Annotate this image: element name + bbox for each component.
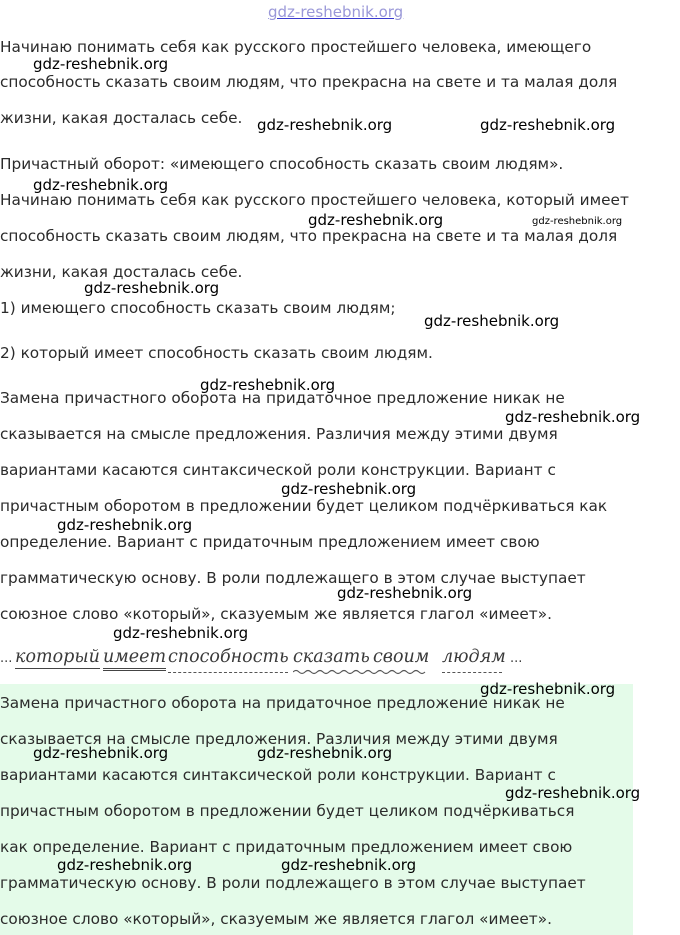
dashed-underline	[442, 672, 502, 673]
watermark: gdz-reshebnik.org	[532, 216, 623, 227]
wavy-underline	[293, 669, 428, 675]
watermark: gdz-reshebnik.org	[257, 744, 393, 762]
watermark: gdz-reshebnik.org	[480, 116, 616, 134]
text-line: причастным оборотом в предложении будет целиком подчёркиваться как	[0, 497, 608, 515]
analysis-word-object-2: людям	[442, 647, 506, 667]
dashed-underline	[168, 672, 288, 673]
text-line: жизни, какая досталась себе.	[0, 109, 243, 127]
text-line: грамматическую основу. В роли подлежащего в этом случае выступает	[0, 874, 586, 892]
text-line: Начинаю понимать себя как русского простейшего человека, который имеет	[0, 191, 629, 209]
syntax-analysis-line	[0, 645, 560, 675]
watermark: gdz-reshebnik.org	[281, 856, 417, 874]
text-line: способность сказать своим людям, что прекрасна на свете и та малая доля	[0, 73, 618, 91]
text-line: сказывается на смысле предложения. Различия между этими двумя	[0, 730, 558, 748]
analysis-word-object: способность	[168, 647, 289, 667]
text-line: сказывается на смысле предложения. Различия между этими двумя	[0, 425, 558, 443]
text-line: вариантами касаются синтаксической роли конструкции. Вариант с	[0, 461, 556, 479]
watermark-link[interactable]: gdz-reshebnik.org	[268, 3, 404, 21]
text-line: как определение. Вариант с придаточным предложением имеет свою	[0, 838, 573, 856]
analysis-word-subject: который	[15, 647, 100, 667]
analysis-word-infinitive: сказать	[293, 647, 370, 667]
watermark: gdz-reshebnik.org	[33, 176, 169, 194]
watermark: gdz-reshebnik.org	[33, 55, 169, 73]
watermark: gdz-reshebnik.org	[57, 516, 193, 534]
list-item: 2) который имеет способность сказать своим людям.	[0, 344, 433, 362]
analysis-word-attribute: своим	[373, 647, 430, 667]
analysis-dots: ...	[0, 651, 13, 666]
text-line: причастным оборотом в предложении будет целиком подчёркиваться	[0, 802, 575, 820]
list-item: 1) имеющего способность сказать своим людям;	[0, 299, 396, 317]
analysis-dots: ...	[510, 651, 523, 666]
text-line: союзное слово «который», сказуемым же является глагол «имеет».	[0, 910, 552, 928]
watermark: gdz-reshebnik.org	[505, 784, 641, 802]
watermark: gdz-reshebnik.org	[308, 211, 444, 229]
watermark: gdz-reshebnik.org	[424, 312, 560, 330]
watermark: gdz-reshebnik.org	[480, 680, 616, 698]
text-line: вариантами касаются синтаксической роли конструкции. Вариант с	[0, 766, 556, 784]
text-line: способность сказать своим людям, что прекрасна на свете и та малая доля	[0, 227, 618, 245]
watermark: gdz-reshebnik.org	[57, 856, 193, 874]
text-line: определение. Вариант с придаточным предложением имеет свою	[0, 533, 540, 551]
text-line: Начинаю понимать себя как русского простейшего человека, имеющего	[0, 38, 592, 56]
watermark: gdz-reshebnik.org	[200, 376, 336, 394]
watermark: gdz-reshebnik.org	[281, 480, 417, 498]
watermark: gdz-reshebnik.org	[505, 408, 641, 426]
text-line: союзное слово «который», сказуемым же является глагол «имеет».	[0, 605, 552, 623]
text-line: жизни, какая досталась себе.	[0, 263, 243, 281]
watermark: gdz-reshebnik.org	[337, 584, 473, 602]
watermark: gdz-reshebnik.org	[33, 744, 169, 762]
text-line: Причастный оборот: «имеющего способность сказать своим людям».	[0, 155, 564, 173]
watermark: gdz-reshebnik.org	[113, 624, 249, 642]
watermark: gdz-reshebnik.org	[84, 279, 220, 297]
text-line: грамматическую основу. В роли подлежащего в этом случае выступает	[0, 569, 586, 587]
watermark: gdz-reshebnik.org	[257, 116, 393, 134]
analysis-word-predicate: имеет	[103, 647, 166, 671]
text-line: Замена причастного оборота на придаточное предложение никак не	[0, 389, 565, 407]
text-line: Замена причастного оборота на придаточное предложение никак не	[0, 694, 565, 712]
